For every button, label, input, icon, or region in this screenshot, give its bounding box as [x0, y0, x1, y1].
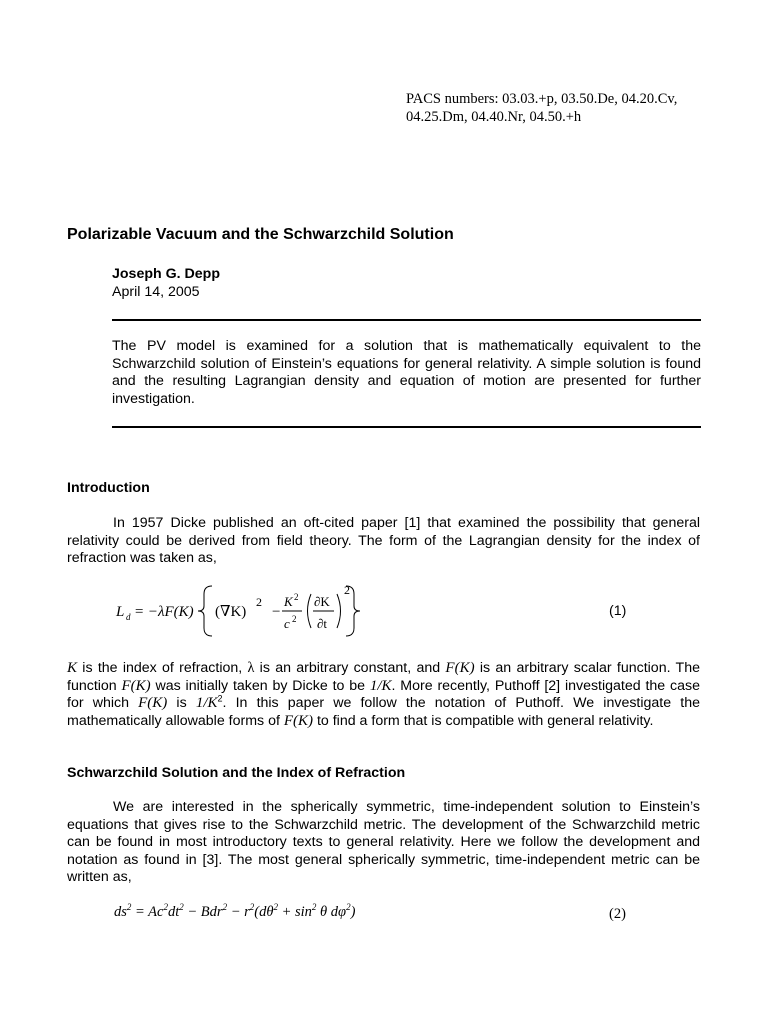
eq1-left-brace: [198, 586, 212, 636]
introduction-heading: Introduction: [67, 480, 150, 496]
eq1-nabla-exp: 2: [256, 595, 262, 609]
pacs-numbers: [406, 90, 736, 126]
eq1-minus: −: [272, 604, 281, 620]
equation-2-number: (2): [609, 906, 626, 922]
paper-date: April 14, 2005: [112, 284, 200, 300]
section-2-heading: Schwarzchild Solution and the Index of Refraction: [67, 765, 406, 781]
equation-2: $ds^2 = Ac^2dt^2 - Bdr^2 - r^2(d\theta^2 + \sin^2 \theta$ $d\varphi^2$): [114, 902, 356, 920]
var-k: K: [67, 660, 78, 676]
eq1-frac-den: c: [284, 616, 290, 631]
pacs-line-2: 04.25.Dm, 04.40.Nr, 04.50.+h: [406, 109, 582, 125]
eq1-rhs-prefix: = −λF(K): [134, 604, 194, 620]
introduction-paragraph-2: K is the index of refraction, λ is an arbitrary constant, and F(K) is an arbitrary scalar function. The function F(K) was initially taken by Dicke to be 1/K. More recently, Puthoff [2] investigated the case for which F(K) is $1/K^2$. In this paper we follow the notation of Puthoff. We investigate the mathematically allowable forms of F(K) to find a form that is compatible with general relativity.: [67, 660, 700, 729]
eq1-nabla-k: (∇K): [215, 604, 247, 620]
eq1-lhs: L: [116, 604, 125, 620]
eq1-outer-exp: 2: [344, 583, 350, 597]
eq1-partial-den: ∂t: [317, 616, 328, 631]
author-name: Joseph G. Depp: [112, 266, 220, 282]
abstract-top-rule: [112, 319, 701, 321]
var-lambda: λ: [247, 660, 255, 676]
equation-1: [108, 580, 368, 640]
eq1-right-paren: [337, 594, 341, 628]
pacs-line-1: PACS numbers: 03.03.+p, 03.50.De, 04.20.Cv,: [406, 91, 678, 107]
abstract-text: The PV model is examined for a solution that is mathematically equivalent to the Schwarzchild solution of Einstein’s equations for general relativity. A simple solution is found and the resulting Lagrangian density and equation of motion are presented for further investigation.: [112, 338, 701, 407]
introduction-paragraph-1: In 1957 Dicke published an oft-cited paper [1] that examined the possibility that general relativity could be derived from field theory. The form of the Lagrangian density for the index of refraction was taken as,: [67, 515, 700, 566]
eq1-frac-den-exp: 2: [292, 614, 297, 624]
eq1-lhs-sub: d: [126, 612, 131, 622]
eq1-partial-num: ∂K: [314, 594, 330, 609]
section-2-paragraph: We are interested in the spherically symmetric, time-independent solution to Einstein’s equations that gives rise to the Schwarzchild metric. The development of the Schwarzchild metric can be found in most introductory texts to general relativity. Here we follow the development and notation as found in [3]. The most general spherically symmetric, time-independent metric can be written as,: [67, 799, 700, 885]
abstract-bottom-rule: [112, 426, 701, 428]
paper-title: Polarizable Vacuum and the Schwarzchild Solution: [67, 226, 454, 243]
eq1-frac-num-exp: 2: [294, 592, 299, 602]
equation-1-number: (1): [609, 603, 627, 619]
eq1-frac-num: K: [284, 594, 293, 609]
eq1-left-paren: [308, 594, 312, 628]
